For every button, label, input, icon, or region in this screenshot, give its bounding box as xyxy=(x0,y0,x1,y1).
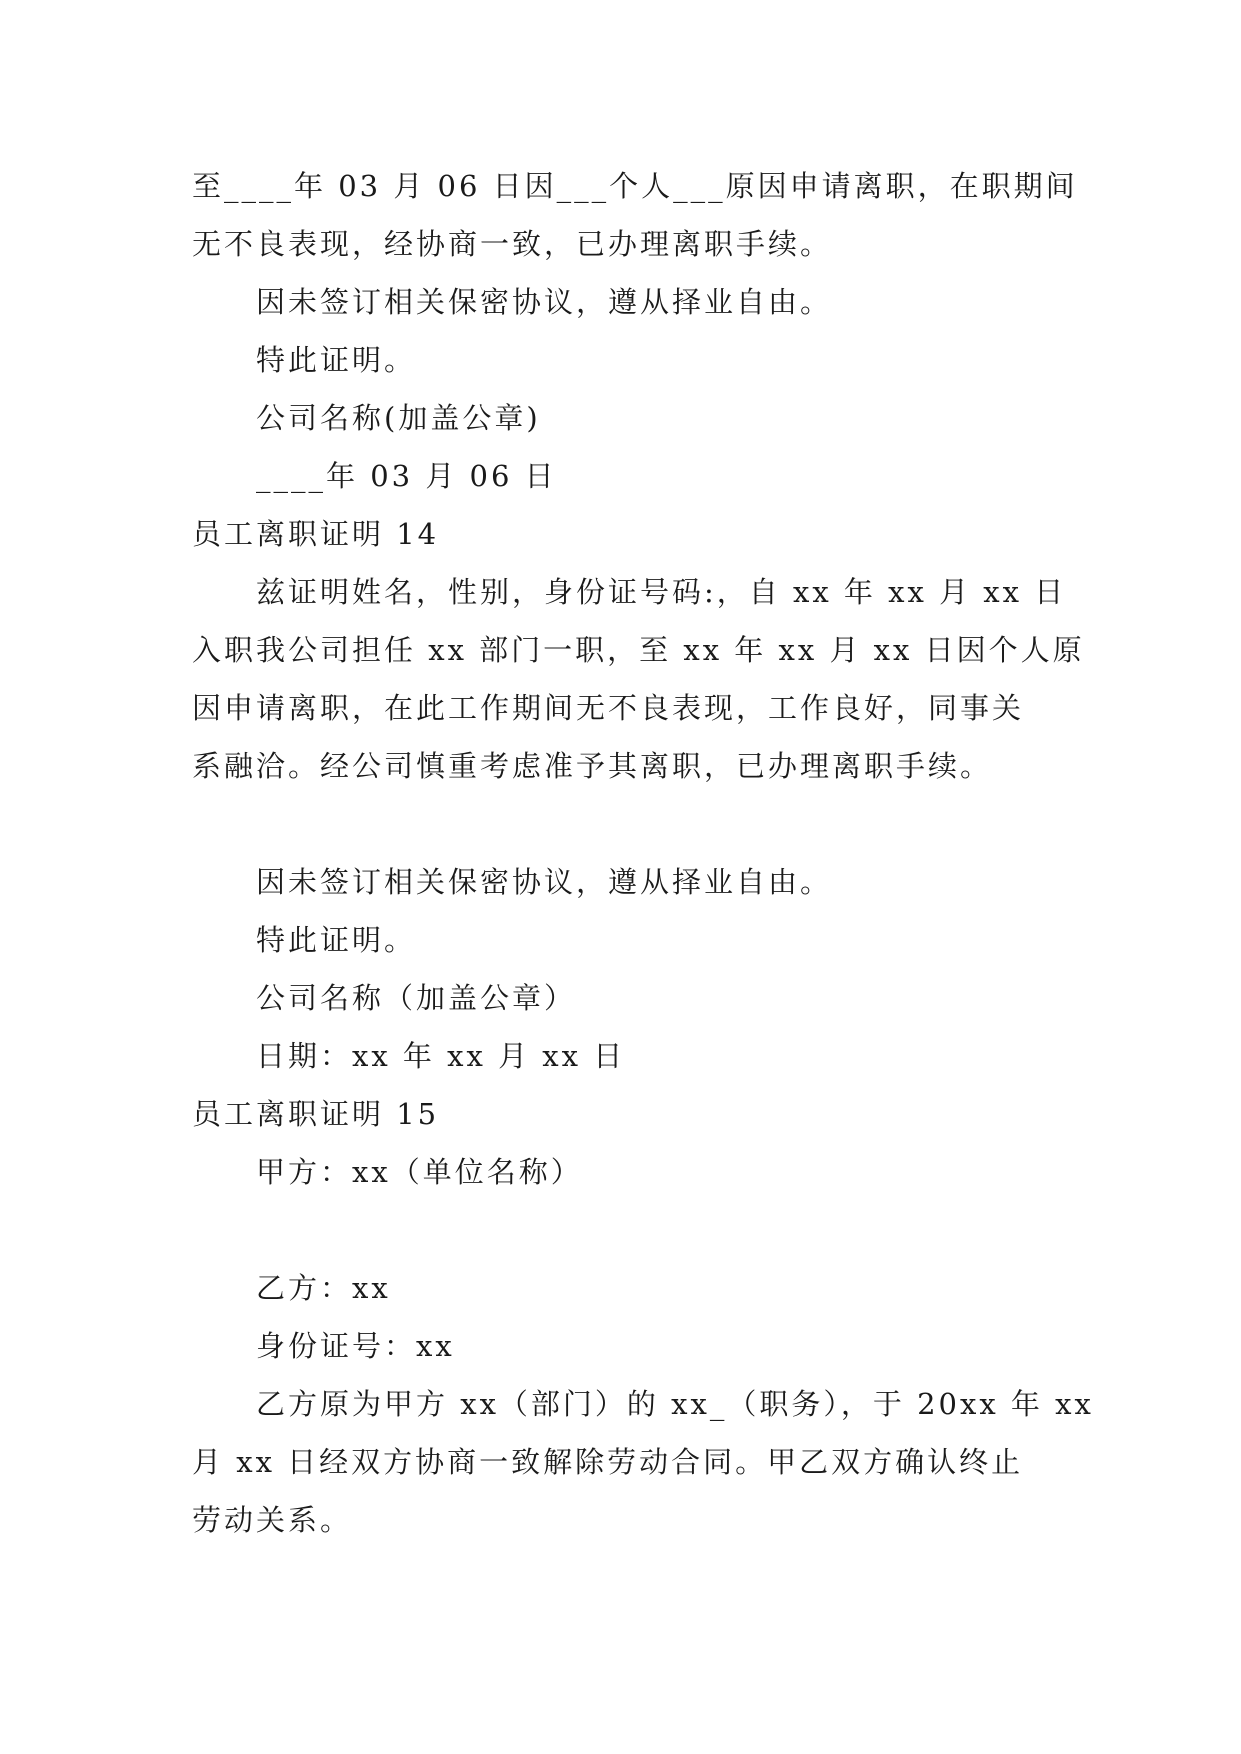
signature-date-line: 日期：xx 年 xx 月 xx 日 xyxy=(256,1039,626,1073)
paragraph-line: 月 xx 日经双方协商一致解除劳动合同。甲乙双方确认终止 xyxy=(192,1445,1024,1479)
paragraph-line: 至____年 03 月 06 日因___个人___原因申请离职，在职期间 xyxy=(192,169,1078,203)
paragraph-line: 特此证明。 xyxy=(256,923,417,957)
section-title: 员工离职证明 15 xyxy=(192,1097,440,1131)
section-title: 员工离职证明 14 xyxy=(192,517,440,551)
paragraph-line: 入职我公司担任 xx 部门一职，至 xx 年 xx 月 xx 日因个人原 xyxy=(192,633,1085,667)
id-number-line: 身份证号：xx xyxy=(256,1329,455,1363)
paragraph-line: 无不良表现，经协商一致，已办理离职手续。 xyxy=(192,227,833,261)
paragraph-line: 劳动关系。 xyxy=(192,1503,353,1537)
paragraph-line: 因未签订相关保密协议，遵从择业自由。 xyxy=(256,285,833,319)
paragraph-line: 乙方原为甲方 xx（部门）的 xx_（职务），于 20xx 年 xx xyxy=(256,1387,1094,1421)
signature-company-line: 公司名称(加盖公章) xyxy=(256,401,541,435)
party-b-line: 乙方：xx xyxy=(256,1271,391,1305)
paragraph-line: 特此证明。 xyxy=(256,343,417,377)
paragraph-line: 兹证明姓名，性别，身份证号码:，自 xx 年 xx 月 xx 日 xyxy=(256,575,1067,609)
signature-date-line: ____年 03 月 06 日 xyxy=(256,459,557,493)
party-a-line: 甲方：xx（单位名称） xyxy=(256,1155,583,1189)
paragraph-line: 系融洽。经公司慎重考虑准予其离职，已办理离职手续。 xyxy=(192,749,993,783)
paragraph-line: 因未签订相关保密协议，遵从择业自由。 xyxy=(256,865,833,899)
paragraph-line: 因申请离职，在此工作期间无不良表现，工作良好，同事关 xyxy=(192,691,1025,725)
signature-company-line: 公司名称（加盖公章） xyxy=(256,981,577,1015)
